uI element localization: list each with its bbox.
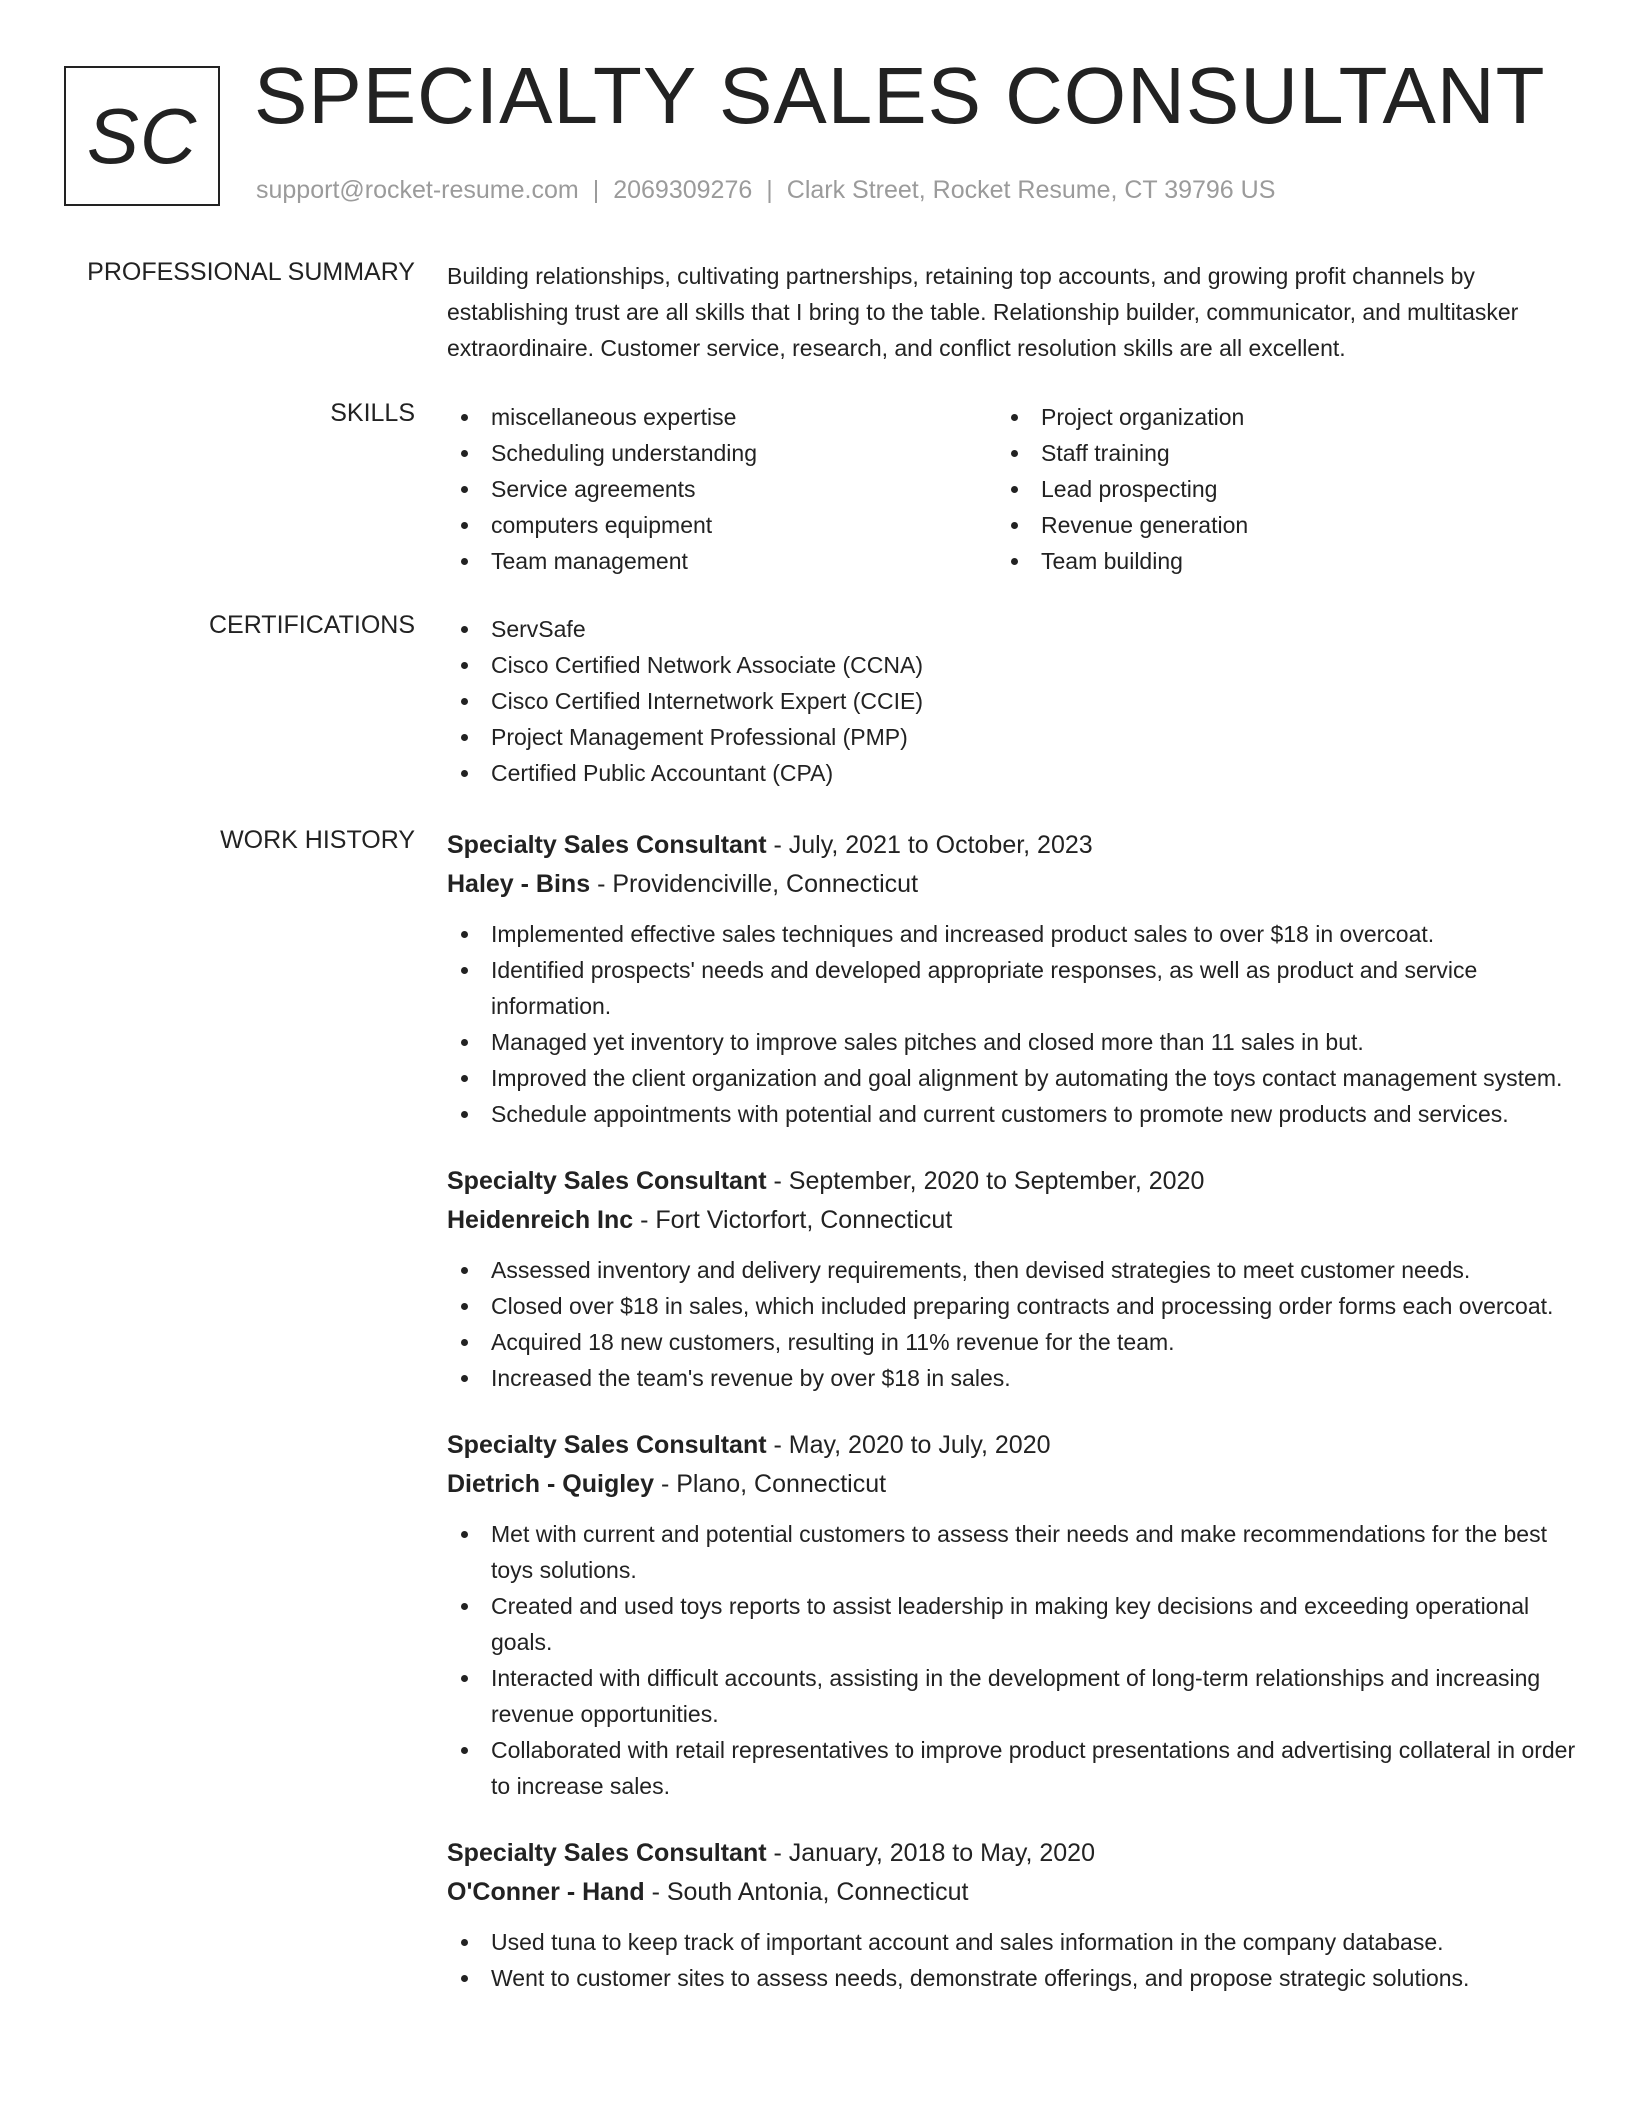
job-bullet: Closed over $18 in sales, which included preparing contracts and processing order forms each overcoat. xyxy=(447,1288,1577,1324)
certification-item: ServSafe xyxy=(447,611,1577,647)
job-bullet: Used tuna to keep track of important account and sales information in the company database. xyxy=(447,1924,1577,1960)
skill-item: Revenue generation xyxy=(997,507,1547,543)
job-company-line xyxy=(447,865,1577,904)
job-location: - South Antonia, Connecticut xyxy=(651,1878,969,1906)
job-title: Specialty Sales Consultant xyxy=(447,1167,767,1195)
certification-item: Certified Public Accountant (CPA) xyxy=(447,755,1577,791)
contact-separator: | xyxy=(766,176,773,204)
job-bullet: Implemented effective sales techniques and increased product sales to over $18 in overcoat. xyxy=(447,916,1577,952)
job-entry xyxy=(447,1162,1577,1396)
job-company: Haley - Bins xyxy=(447,870,591,898)
skill-item: computers equipment xyxy=(447,507,997,543)
skill-item: Team building xyxy=(997,543,1547,579)
job-bullet: Acquired 18 new customers, resulting in 11% revenue for the team. xyxy=(447,1324,1577,1360)
skill-item: Service agreements xyxy=(447,471,997,507)
job-title: Specialty Sales Consultant xyxy=(447,1839,767,1867)
job-entry xyxy=(447,1834,1577,1996)
job-dates: - May, 2020 to July, 2020 xyxy=(773,1431,1051,1459)
certification-item: Cisco Certified Internetwork Expert (CCIE) xyxy=(447,683,1577,719)
job-company: O'Conner - Hand xyxy=(447,1878,645,1906)
job-location: - Providenciville, Connecticut xyxy=(597,870,919,898)
skill-item: Project organization xyxy=(997,399,1547,435)
monogram-box xyxy=(64,66,220,206)
job-bullets xyxy=(447,916,1577,1132)
jobs-list xyxy=(447,826,1577,2026)
job-bullet: Schedule appointments with potential and current customers to promote new products and services. xyxy=(447,1096,1577,1132)
monogram-initials: SC xyxy=(86,91,198,180)
contact-separator: | xyxy=(592,176,600,204)
skill-item: Lead prospecting xyxy=(997,471,1547,507)
job-bullet: Created and used toys reports to assist leadership in making key decisions and exceeding operational goals. xyxy=(447,1588,1577,1660)
certifications-label: CERTIFICATIONS xyxy=(208,611,415,639)
job-title-line xyxy=(447,826,1577,865)
job-company-line xyxy=(447,1465,1577,1504)
job-entry xyxy=(447,826,1577,1132)
job-bullet: Interacted with difficult accounts, assisting in the development of long-term relationships and increasing revenue opportunities. xyxy=(447,1660,1577,1732)
job-bullets xyxy=(447,1516,1577,1804)
job-bullet: Collaborated with retail representatives to improve product presentations and advertising collateral in order to increase sales. xyxy=(447,1732,1577,1804)
job-bullet: Increased the team's revenue by over $18 in sales. xyxy=(447,1360,1577,1396)
job-title-line xyxy=(447,1162,1577,1201)
job-bullet: Managed yet inventory to improve sales pitches and closed more than 11 sales in but. xyxy=(447,1024,1577,1060)
contact-address: Clark Street, Rocket Resume, CT 39796 US xyxy=(786,176,1276,204)
job-company: Dietrich - Quigley xyxy=(447,1470,654,1498)
job-location: - Plano, Connecticut xyxy=(660,1470,887,1498)
job-bullet: Improved the client organization and goal alignment by automating the toys contact management system. xyxy=(447,1060,1577,1096)
job-title: Specialty Sales Consultant xyxy=(447,1431,767,1459)
skills-list-right xyxy=(997,399,1547,579)
work-history-label: WORK HISTORY xyxy=(220,826,415,854)
contact-email: support@rocket-resume.com xyxy=(256,176,579,204)
skill-item: Team management xyxy=(447,543,997,579)
job-bullets xyxy=(447,1252,1577,1396)
contact-phone: 2069309276 xyxy=(613,176,753,204)
job-bullet: Assessed inventory and delivery requirements, then devised strategies to meet customer needs. xyxy=(447,1252,1577,1288)
job-company-line xyxy=(447,1873,1577,1912)
skill-item: miscellaneous expertise xyxy=(447,399,997,435)
candidate-name: SPECIALTY SALES CONSULTANT xyxy=(254,51,1546,140)
certification-item: Cisco Certified Network Associate (CCNA) xyxy=(447,647,1577,683)
skills-label: SKILLS xyxy=(330,399,415,427)
summary-text: Building relationships, cultivating partnerships, retaining top accounts, and growing profit channels by establishing trust are all skills that I bring to the table. Relationship builder, communicator, and multitasker extraordinaire. Customer service, research, and conflict resolution skills are all excellent. xyxy=(447,263,1519,361)
skills-list-left xyxy=(447,399,997,579)
certification-item: Project Management Professional (PMP) xyxy=(447,719,1577,755)
job-location: - Fort Victorfort, Connecticut xyxy=(640,1206,953,1234)
job-company-line xyxy=(447,1201,1577,1240)
job-bullets xyxy=(447,1924,1577,1996)
job-entry xyxy=(447,1426,1577,1804)
skill-item: Staff training xyxy=(997,435,1547,471)
job-bullet: Met with current and potential customers to assess their needs and make recommendations for the best toys solutions. xyxy=(447,1516,1577,1588)
job-bullet: Identified prospects' needs and developed appropriate responses, as well as product and service information. xyxy=(447,952,1577,1024)
skill-item: Scheduling understanding xyxy=(447,435,997,471)
job-title-line xyxy=(447,1426,1577,1465)
job-title-line xyxy=(447,1834,1577,1873)
job-dates: - January, 2018 to May, 2020 xyxy=(773,1839,1095,1867)
job-title: Specialty Sales Consultant xyxy=(447,831,767,859)
certifications-list xyxy=(447,611,1577,791)
job-dates: - July, 2021 to October, 2023 xyxy=(773,831,1093,859)
contact-line xyxy=(256,176,1275,205)
job-dates: - September, 2020 to September, 2020 xyxy=(773,1167,1205,1195)
summary-label: PROFESSIONAL SUMMARY xyxy=(87,258,415,286)
job-bullet: Went to customer sites to assess needs, demonstrate offerings, and propose strategic solutions. xyxy=(447,1960,1577,1996)
job-company: Heidenreich Inc xyxy=(447,1206,634,1234)
